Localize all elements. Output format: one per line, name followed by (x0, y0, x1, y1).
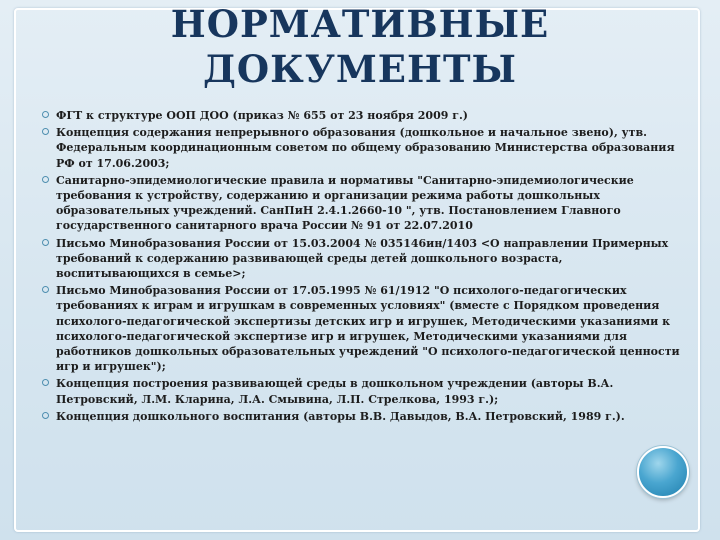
list-item (40, 236, 688, 282)
list-item-text: Письмо Минобразования России от 17.05.1995 № 61/1912 "О психолого-педагогических требованиях к играм и игрушкам в современных условиях" (вместе с Порядком проведения психолого-педагогической экспертизы детских игр и игрушек, Методическими указаниями к психолого-педагогической экспертизе игр и игрушек, Методическими указаниями для работников дошкольных образовательных учреждений "О психолого-педагогической ценности игр и игрушек"); (56, 284, 680, 374)
bullet-icon (42, 239, 49, 246)
list-item (40, 409, 688, 424)
bullet-icon (42, 412, 49, 419)
list-item (40, 108, 688, 123)
bullet-icon (42, 176, 49, 183)
bullet-icon (42, 379, 49, 386)
slide-title (60, 2, 660, 92)
list-item-text: ФГТ к структуре ООП ДОО (приказ № 655 от 23 ноября 2009 г.) (56, 109, 468, 122)
bullet-icon (42, 286, 49, 293)
list-item-text: Письмо Минобразования России от 15.03.2004 № 035146ин/1403 <О направлении Примерных требований к содержанию развивающей среды детей дошкольного возраста, воспитывающихся в семье>; (56, 236, 669, 281)
list-item (40, 173, 688, 234)
decorative-orb-icon (637, 446, 689, 498)
bullet-icon (42, 128, 49, 135)
list-item-text: Концепция построения развивающей среды в дошкольном учреждении (авторы В.А. Петровский, Л.М. Кларина, Л.А. Смывина, Л.П. Стрелкова, 1993 г.); (56, 377, 614, 406)
title-line-1: НОРМАТИВНЫЕ (170, 2, 550, 46)
list-item-text: Концепция дошкольного воспитания (авторы В.В. Давыдов, В.А. Петровский, 1989 г.). (56, 409, 625, 423)
list-item-text: Санитарно-эпидемиологические правила и нормативы "Санитарно-эпидемиологические требования к устройству, содержанию и организации режима работы дошкольных образовательных учреждений. СанПиН 2.4.1.2660-10 ", утв. Постановлением Главного государственного санитарного врача России № 91 от 22.07.2010 (56, 173, 634, 233)
documents-list (40, 108, 688, 426)
bullet-icon (42, 111, 49, 118)
list-item-text: Концепция содержания непрерывного образования (дошкольное и начальное звено), утв. Федеральным координационным советом по общему образованию Министерства образования РФ от 17.06.2003; (56, 126, 675, 170)
list-item (40, 283, 688, 374)
list-item (40, 125, 688, 171)
title-line-2: ДОКУМЕНТЫ (203, 47, 517, 91)
list-item (40, 376, 688, 406)
